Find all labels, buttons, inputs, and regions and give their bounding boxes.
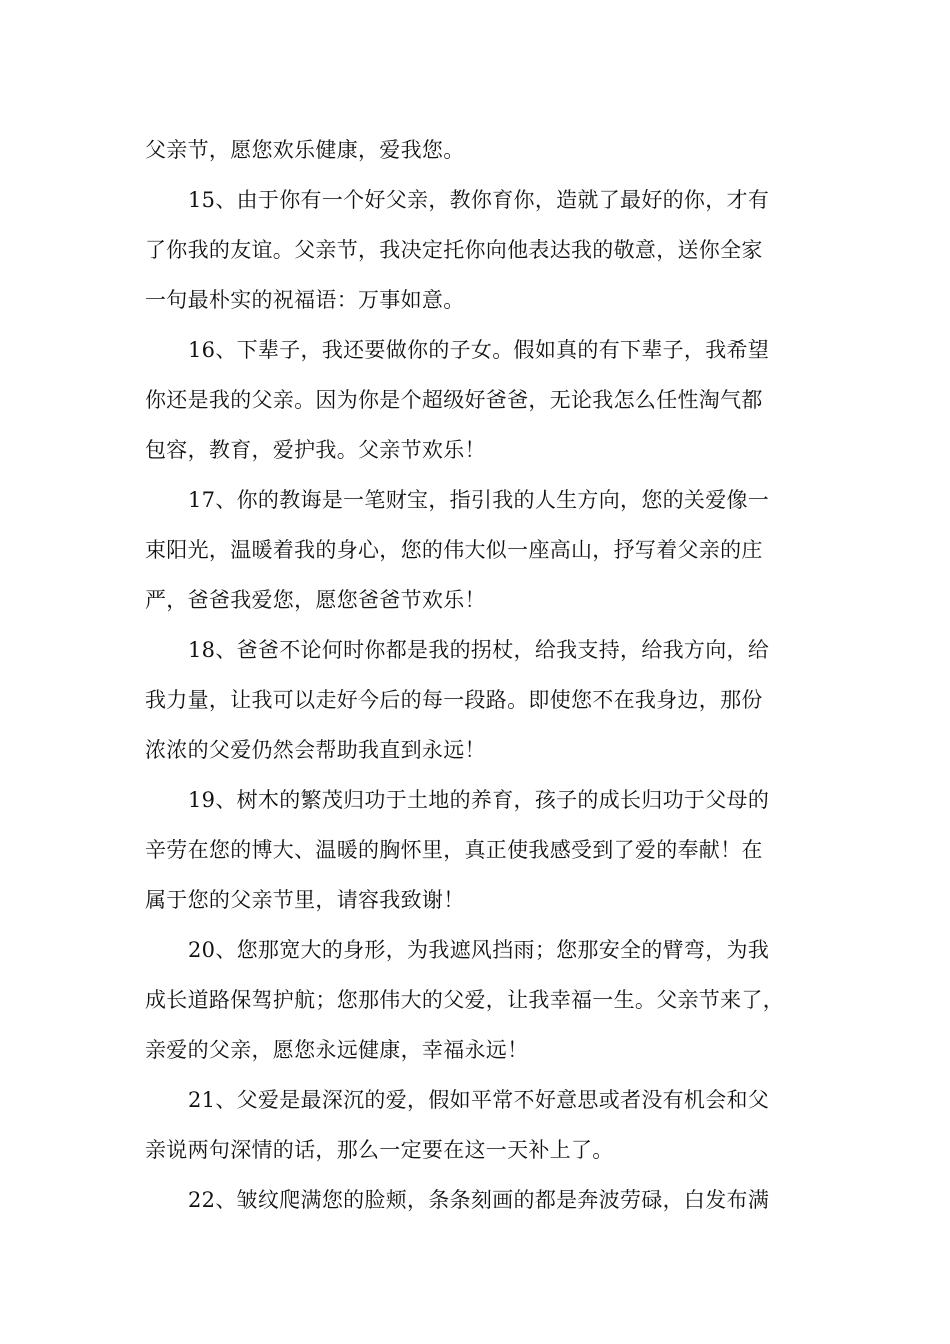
paragraph-16-line-1: 16、下辈子，我还要做你的子女。假如真的有下辈子，我希望 [188, 338, 770, 362]
text-line: 一句最朴实的祝福语：万事如意。 [145, 288, 465, 312]
text-line: 包容，教育，爱护我。父亲节欢乐！ [145, 438, 486, 462]
paragraph-18-line-1: 18、爸爸不论何时你都是我的拐杖，给我支持，给我方向，给 [188, 638, 770, 662]
text-line: 辛劳在您的博大、温暖的胸怀里，真正使我感受到了爱的奉献！在 [145, 838, 763, 862]
text-line: 你还是我的父亲。因为你是个超级好爸爸，无论我怎么任性淘气都 [145, 388, 763, 412]
text-line: 亲爱的父亲，愿您永远健康，幸福永远！ [145, 1038, 529, 1062]
text-line: 浓浓的父爱仍然会帮助我直到永远！ [145, 738, 486, 762]
text-line: 亲说两句深情的话，那么一定要在这一天补上了。 [145, 1138, 614, 1162]
text-line: 成长道路保驾护航；您那伟大的父爱，让我幸福一生。父亲节来了， [145, 988, 784, 1012]
text-line: 父亲节，愿您欢乐健康，爱我您。 [145, 138, 465, 162]
paragraph-22-line-1: 22、皱纹爬满您的脸颊，条条刻画的都是奔波劳碌，白发布满 [188, 1188, 770, 1212]
paragraph-17-line-1: 17、你的教诲是一笔财宝，指引我的人生方向，您的关爱像一 [188, 488, 770, 512]
text-line: 严，爸爸我爱您，愿您爸爸节欢乐！ [145, 588, 486, 612]
paragraph-15-line-1: 15、由于你有一个好父亲，教你育你，造就了最好的你，才有 [188, 188, 770, 212]
paragraph-21-line-1: 21、父爱是最深沉的爱，假如平常不好意思或者没有机会和父 [188, 1088, 770, 1112]
text-line: 了你我的友谊。父亲节，我决定托你向他表达我的敬意，送你全家 [145, 238, 763, 262]
text-line: 我力量，让我可以走好今后的每一段路。即使您不在我身边，那份 [145, 688, 763, 712]
paragraph-20-line-1: 20、您那宽大的身形，为我遮风挡雨；您那安全的臂弯，为我 [188, 938, 770, 962]
text-line: 属于您的父亲节里，请容我致谢！ [145, 888, 465, 912]
paragraph-19-line-1: 19、树木的繁茂归功于土地的养育，孩子的成长归功于父母的 [188, 788, 770, 812]
text-line: 束阳光，温暖着我的身心，您的伟大似一座高山，抒写着父亲的庄 [145, 538, 763, 562]
